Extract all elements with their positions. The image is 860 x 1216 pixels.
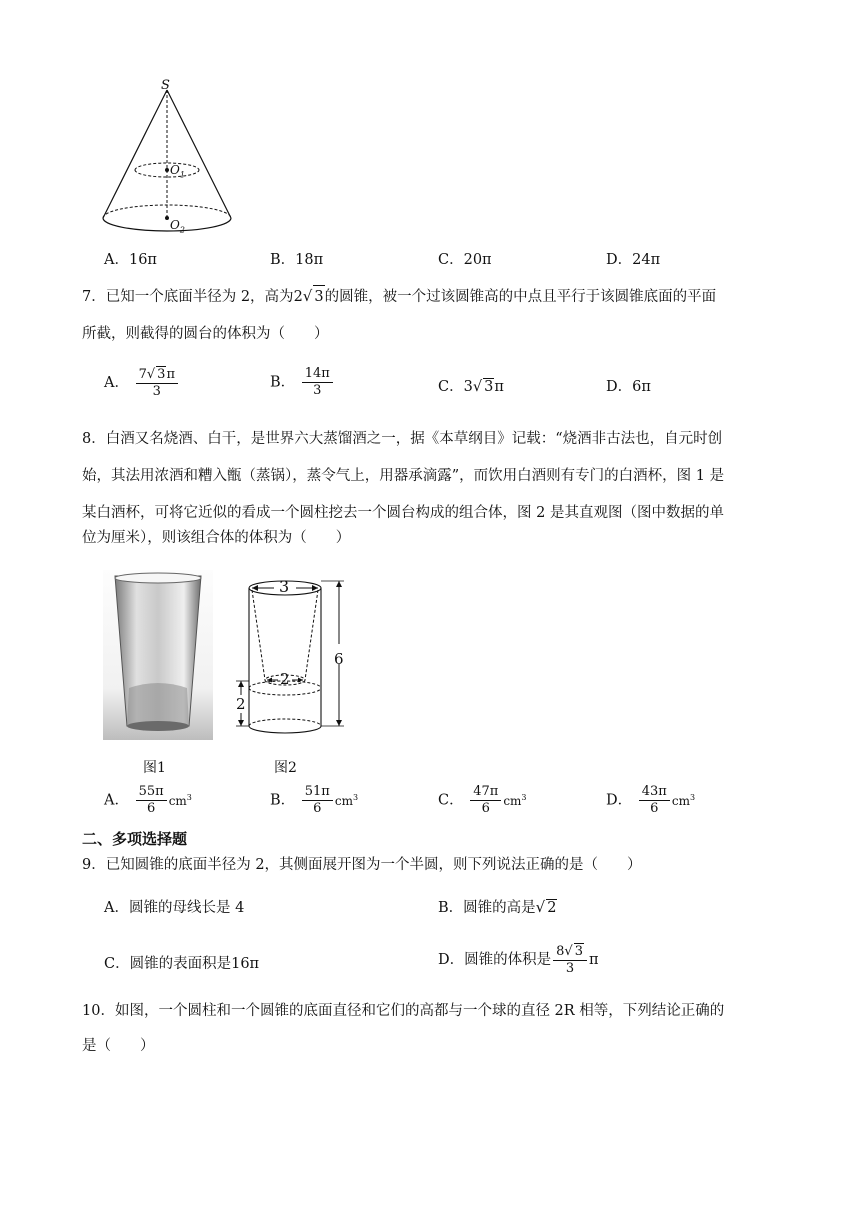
section-title-multiple-choice: 二、多项选择题 (82, 830, 188, 848)
dim-bottom-label: 2 (236, 695, 246, 713)
q8-stem-line4: 位为厘米），则该组合体的体积为（ ） (82, 530, 351, 546)
q7-stem-line1: 7．已知一个底面半径为 2，高为2√ 3的圆锥，被一个过该圆锥高的中点且平行于该圆锥底面的平面 (82, 285, 716, 308)
q7-stem-line2: 所截，则截得的圆台的体积为（ ） (82, 326, 329, 342)
cone-o2-label: $O_2$ (170, 218, 185, 235)
q6-option-d[interactable]: D．24π (606, 252, 661, 268)
q9-option-c[interactable]: C．圆锥的表面积是16π (104, 956, 260, 972)
q9-stem: 9．已知圆锥的底面半径为 2，其侧面展开图为一个半圆，则下列说法正确的是（ ） (82, 857, 642, 873)
q6-option-b[interactable]: B．18π (270, 252, 324, 268)
dim-inner-label: 2 (280, 670, 290, 688)
q9-option-d[interactable]: D．圆锥的体积是 $\frac{8√ 3}{3}$ π (438, 944, 599, 976)
q10-stem-line2: 是（ ） (82, 1038, 155, 1054)
q7-option-d[interactable]: D．6π (606, 379, 651, 395)
dim-top-label: 3 (279, 577, 290, 596)
q6-option-c[interactable]: C．20π (438, 252, 492, 268)
q10-stem-line1: 10．如图，一个圆柱和一个圆锥的底面直径和它们的高都与一个球的直径 2R 相等，下列结论正确的 (82, 1003, 725, 1019)
shot-glass-photo (103, 570, 213, 740)
dim-height-label: 6 (334, 650, 344, 668)
q9-option-b[interactable]: B．圆锥的高是√ 2 (438, 898, 557, 916)
q8-stem-line2: 始，其法用浓酒和糟入甑（蒸锅），蒸令气上，用器承滴露”，而饮用白酒则有专门的白酒杯，图 1 是 (82, 468, 725, 484)
q8-option-a[interactable]: A． $\frac{55\pi}{6}$ $cm^3$ (104, 784, 192, 816)
q8-option-d[interactable]: D． $\frac{43\pi}{6}$ $cm^3$ (606, 784, 696, 816)
cone-o1-label: $O_1$ (170, 163, 185, 180)
q7-option-b[interactable]: B． $\frac{14\pi}{3}$ (270, 366, 335, 399)
q7-option-c[interactable]: C．3√ 3π (438, 379, 504, 395)
q8-option-b[interactable]: B． $\frac{51\pi}{6}$ $cm^3$ (270, 784, 359, 816)
q9-option-a[interactable]: A．圆锥的母线长是 4 (104, 900, 245, 916)
fig1-caption: 图1 (143, 760, 166, 776)
q8-option-c[interactable]: C． $\frac{47\pi}{6}$ $cm^3$ (438, 784, 527, 816)
fig2-caption: 图2 (274, 760, 297, 776)
q8-stem-line1: 8．白酒又名烧酒、白干，是世界六大蒸馏酒之一，据《本草纲目》记载：“烧酒非古法也，自元时创 (82, 431, 723, 447)
q7-option-a[interactable]: A． $\frac{7√ 3\pi}{3}$ (104, 366, 180, 400)
q8-stem-line3: 某白酒杯，可将它近似的看成一个圆柱挖去一个圆台构成的组合体，图 2 是其直观图（图中数据的单 (82, 505, 724, 521)
cone-apex-label: S (161, 78, 170, 93)
q6-option-a[interactable]: A．16π (104, 252, 157, 268)
cone-figure (95, 78, 245, 240)
